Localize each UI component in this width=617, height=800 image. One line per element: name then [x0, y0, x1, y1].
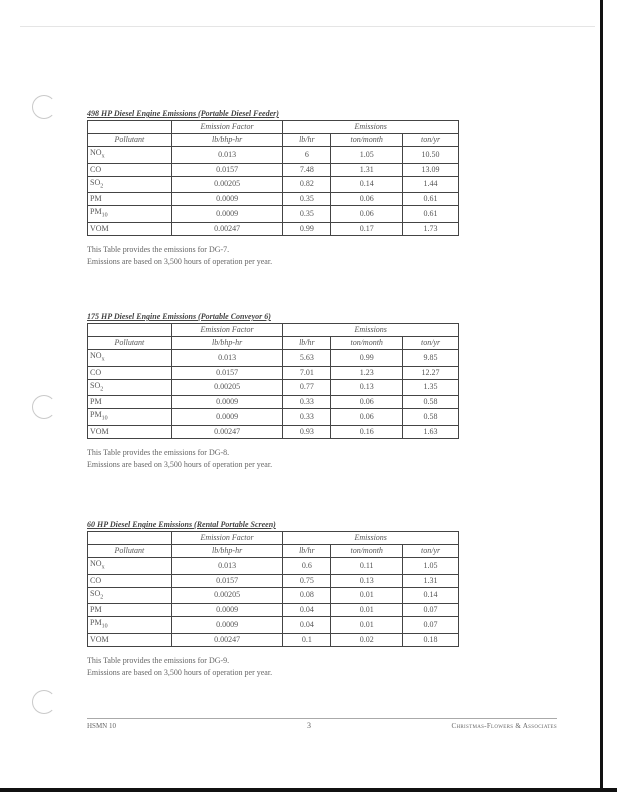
emission-factor-group-header: Emission Factor: [171, 121, 283, 134]
table-row: $NO_x$ 0.013 0.6 0.11 1.05: [88, 558, 459, 575]
emissions-section-2: [87, 311, 459, 471]
table-title: 498 HP Diesel Engine Emissions (Portable Diesel Feeder): [87, 109, 279, 118]
emissions-table: [87, 323, 459, 439]
emissions-section-3: [87, 519, 459, 679]
tonyr-header: ton/yr: [403, 337, 459, 350]
lbhr-header: lb/hr: [283, 545, 331, 558]
punch-hole-bottom: [32, 690, 56, 714]
tonmonth-header: ton/month: [331, 337, 403, 350]
tonyr-header: ton/yr: [403, 545, 459, 558]
punch-hole-top: [32, 95, 56, 119]
page-number: 3: [307, 721, 311, 730]
punch-hole-middle: [32, 395, 56, 419]
table-title: 175 HP Diesel Engine Emissions (Portable Conveyor 6): [87, 312, 271, 321]
scan-edge-bottom: [0, 788, 617, 792]
table-row: PM 0.0009 0.35 0.06 0.61: [88, 193, 459, 206]
table-note: This Table provides the emissions for DG-7. Emissions are based on 3,500 hours of operation per year.: [87, 244, 273, 266]
table-row: VOM 0.00247 0.99 0.17 1.73: [88, 222, 459, 235]
emissions-group-header: Emissions: [283, 532, 459, 545]
table-row: $PM_{10}$ 0.0009 0.35 0.06 0.61: [88, 206, 459, 223]
table-note: This Table provides the emissions for DG-8. Emissions are based on 3,500 hours of operation per year.: [87, 447, 273, 469]
lbhr-header: lb/hr: [283, 337, 331, 350]
blank-header: [88, 324, 172, 337]
tonyr-header: ton/yr: [403, 134, 459, 147]
factor-unit-header: lb/bhp-hr: [171, 337, 283, 350]
table-row: $PM_{10}$ 0.0009 0.33 0.06 0.58: [88, 409, 459, 426]
pollutant-header: Pollutant: [88, 545, 172, 558]
scan-edge-right: [600, 0, 603, 790]
emissions-section-1: [87, 108, 459, 268]
table-row: VOM 0.00247 0.1 0.02 0.18: [88, 633, 459, 646]
table-row: CO 0.0157 7.48 1.31 13.09: [88, 163, 459, 176]
table-row: PM 0.0009 0.04 0.01 0.07: [88, 604, 459, 617]
factor-unit-header: lb/bhp-hr: [171, 545, 283, 558]
emissions-table: [87, 531, 459, 647]
table-row: $SO_2$ 0.00205 0.08 0.01 0.14: [88, 587, 459, 604]
table-row: $SO_2$ 0.00205 0.82 0.14 1.44: [88, 176, 459, 193]
table-row: $NO_x$ 0.013 5.63 0.99 9.85: [88, 350, 459, 367]
footer-doc-id: HSMN 10: [87, 722, 116, 730]
table-row: CO 0.0157 7.01 1.23 12.27: [88, 366, 459, 379]
table-row: $SO_2$ 0.00205 0.77 0.13 1.35: [88, 379, 459, 396]
table-row: $NO_x$ 0.013 6 1.05 10.50: [88, 147, 459, 164]
table-row: PM 0.0009 0.33 0.06 0.58: [88, 396, 459, 409]
page-top-rule: [20, 26, 595, 27]
tonmonth-header: ton/month: [331, 134, 403, 147]
emission-factor-group-header: Emission Factor: [171, 324, 283, 337]
page-footer: [87, 718, 557, 733]
table-row: $PM_{10}$ 0.0009 0.04 0.01 0.07: [88, 617, 459, 634]
table-note: This Table provides the emissions for DG-9. Emissions are based on 3,500 hours of operation per year.: [87, 655, 273, 677]
emissions-group-header: Emissions: [283, 121, 459, 134]
footer-company: Christmas-Flowers & Associates: [451, 722, 557, 730]
table-row: CO 0.0157 0.75 0.13 1.31: [88, 574, 459, 587]
tonmonth-header: ton/month: [331, 545, 403, 558]
lbhr-header: lb/hr: [283, 134, 331, 147]
table-row: VOM 0.00247 0.93 0.16 1.63: [88, 425, 459, 438]
pollutant-header: Pollutant: [88, 337, 172, 350]
pollutant-header: Pollutant: [88, 134, 172, 147]
emissions-table: [87, 120, 459, 236]
blank-header: [88, 121, 172, 134]
table-title: 60 HP Diesel Engine Emissions (Rental Portable Screen): [87, 520, 276, 529]
emissions-group-header: Emissions: [283, 324, 459, 337]
blank-header: [88, 532, 172, 545]
emission-factor-group-header: Emission Factor: [171, 532, 283, 545]
factor-unit-header: lb/bhp-hr: [171, 134, 283, 147]
